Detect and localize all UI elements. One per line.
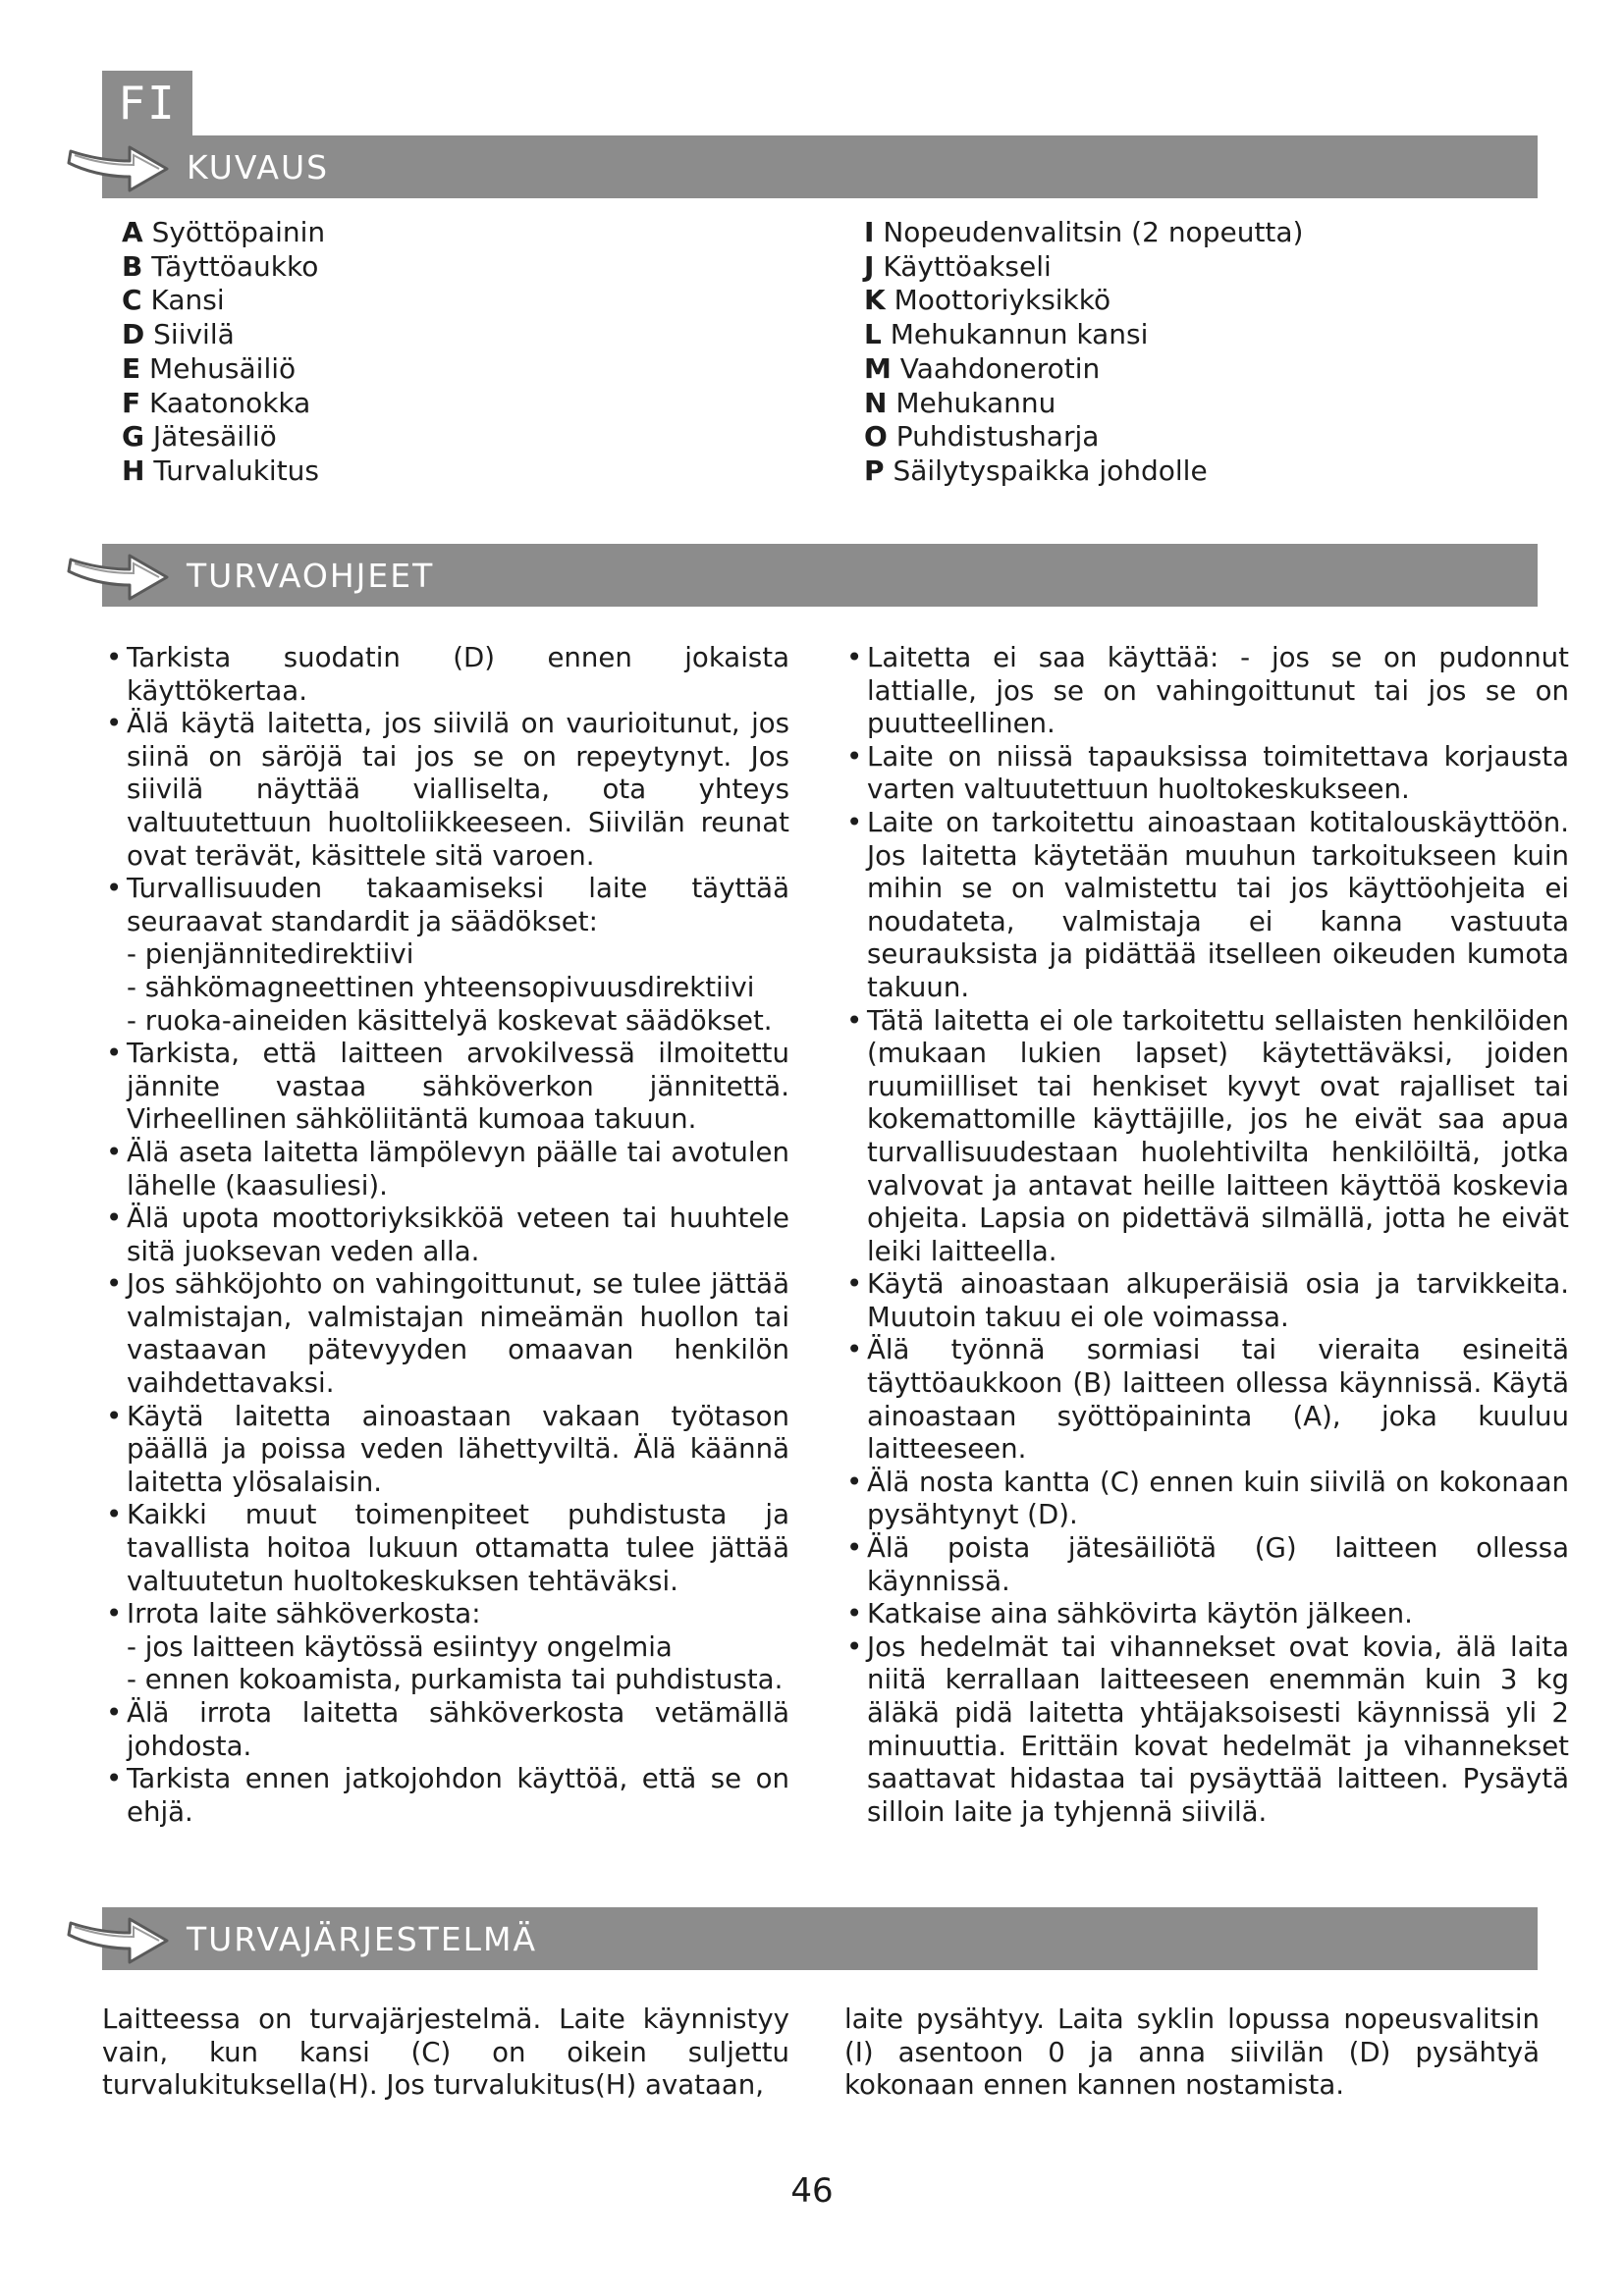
arrow-icon <box>65 1905 173 1968</box>
safety-instruction: • Älä upota moottoriyksikköä veteen tai huuhtele sitä juoksevan veden alla. <box>106 1201 789 1267</box>
legend-letter: K <box>864 284 886 317</box>
legend-letter: I <box>864 216 875 248</box>
legend-letter: O <box>864 420 888 454</box>
legend-text: Puhdistusharja <box>895 420 1100 454</box>
safety-instruction: • Irrota laite sähköverkosta: <box>106 1597 789 1630</box>
legend-letter: L <box>864 318 882 351</box>
safety-instruction: • Tarkista suodatin (D) ennen jokaista käyttökertaa. <box>106 641 789 707</box>
legend-letter: A <box>122 216 143 248</box>
safety-instruction: • Älä irrota laitetta sähköverkosta vetämällä johdosta. <box>106 1696 789 1762</box>
page-number: 46 <box>790 2171 834 2211</box>
section-title-description: KUVAUS <box>187 148 330 187</box>
safety-instruction: • Käytä ainoastaan alkuperäisiä osia ja tarvikkeita. Muutoin takuu ei ole voimassa. <box>846 1267 1569 1333</box>
legend-item <box>122 352 325 387</box>
safety-instruction: • Jos sähköjohto on vahingoittunut, se tulee jättää valmistajan, valmistajan nimeämän huollon tai vastaavan pätevyyden omaavan henkilön vaihdettavaksi. <box>106 1267 789 1399</box>
legend-left-column <box>122 216 325 489</box>
safety-system-paragraph: laite pysähtyy. Laita syklin lopussa nopeusvalitsin (I) asentoon 0 ja anna siivilän (D) pysähtyä kokonaan ennen kannen nostamista. <box>844 2002 1540 2102</box>
legend-text: Syöttöpainin <box>151 216 326 248</box>
legend-item <box>864 420 1303 454</box>
legend-text: Säilytyspaikka johdolle <box>893 454 1208 487</box>
legend-item <box>864 387 1303 421</box>
safety-instruction: • Tätä laitetta ei ole tarkoitettu sellaisten henkilöiden (mukaan lukien lapset) käytettäväksi, joiden ruumiilliset tai henkiset kyvyt ovat rajalliset tai kokemattomille käyttäjille, jos he eivät saa apua turvallisuudestaan huolehtivilta henkilöiltä, jotka valvovat ja antavat heille laitteen käyttöä koskevia ohjeita. Lapsia on pidettävä silmällä, jotta he eivät leiki laitteella. <box>846 1004 1569 1268</box>
legend-item <box>122 250 325 285</box>
safety-instruction: • Kaikki muut toimenpiteet puhdistusta ja tavallista hoitoa lukuun ottamatta tulee jättää valtuutetun huoltokeskuksen tehtäväksi. <box>106 1498 789 1597</box>
safety-instruction: • Jos hedelmät tai vihannekset ovat kovia, älä laita niitä kerrallaan laitteeseen enemmän kuin 3 kg äläkä pidä laitetta yhtäjaksoisesti käynnissä yli 2 minuuttia. Erittäin kovat hedelmät ja vihannekset saattavat hidastaa tai pysäyttää laitteen. Pysäytä silloin laite ja tyhjennä siivilä. <box>846 1630 1569 1829</box>
legend-letter: N <box>864 386 888 419</box>
legend-text: Siivilä <box>153 318 235 351</box>
arrow-icon <box>65 542 173 605</box>
section-title-safety-system: TURVAJÄRJESTELMÄ <box>187 1920 538 1958</box>
legend-letter: M <box>864 351 892 385</box>
legend-item <box>864 216 1303 250</box>
safety-instruction: • Turvallisuuden takaamiseksi laite täyttää seuraavat standardit ja säädökset: <box>106 872 789 937</box>
safety-right-column <box>846 641 1569 1828</box>
legend-letter: P <box>864 454 885 487</box>
safety-sub-item: - sähkömagneettinen yhteensopivuusdirektiivi <box>127 970 755 1003</box>
legend-text: Mehusäiliö <box>149 351 297 385</box>
legend-item <box>864 318 1303 352</box>
safety-instruction: • Älä poista jätesäiliötä (G) laitteen ollessa käynnissä. <box>846 1531 1569 1597</box>
legend-text: Mehukannun kansi <box>890 318 1149 351</box>
legend-item <box>122 318 325 352</box>
legend-right-column <box>864 216 1303 489</box>
legend-text: Kaatonokka <box>149 386 311 419</box>
arrow-icon <box>65 133 173 196</box>
safety-sub-item: - jos laitteen käytössä esiintyy ongelmia <box>127 1629 673 1663</box>
legend-item <box>864 352 1303 387</box>
legend-text: Kansi <box>150 284 225 317</box>
safety-instruction: • Katkaise aina sähkövirta käytön jälkeen. <box>846 1597 1569 1630</box>
language-tab: FI <box>102 71 192 135</box>
legend-item <box>864 250 1303 285</box>
safety-instruction: • Laite on niissä tapauksissa toimitettava korjausta varten valtuutettuun huoltokeskukseen. <box>846 740 1569 806</box>
safety-sub-item: - ennen kokoamista, purkamista tai puhdistusta. <box>127 1663 784 1696</box>
safety-instruction: • Älä käytä laitetta, jos siivilä on vaurioitunut, jos siinä on säröjä tai jos se on repeytynyt. Jos siivilä näyttää vialliselta, ota yhteys valtuutettuun huoltoliikkeeseen. Siivilän reunat ovat terävät, käsittele sitä varoen. <box>106 707 789 872</box>
safety-instruction: • Älä aseta laitetta lämpölevyn päälle tai avotulen lähelle (kaasuliesi). <box>106 1136 789 1201</box>
legend-text: Moottoriyksikkö <box>893 284 1111 317</box>
legend-text: Täyttöaukko <box>151 249 319 283</box>
legend-text: Jätesäiliö <box>152 420 277 454</box>
legend-item <box>122 284 325 318</box>
safety-system-paragraph: Laitteessa on turvajärjestelmä. Laite käynnistyy vain, kun kansi (C) on oikein suljettu turvalukituksella(H). Jos turvalukitus(H) avataan, <box>102 2002 789 2102</box>
legend-letter: C <box>122 284 142 317</box>
legend-letter: D <box>122 318 145 351</box>
legend-text: Vaahdonerotin <box>899 351 1101 385</box>
legend-letter: B <box>122 249 143 283</box>
safety-system-right <box>844 2002 1540 2102</box>
legend-text: Nopeudenvalitsin (2 nopeutta) <box>883 216 1304 248</box>
safety-instruction: • Laitetta ei saa käyttää: - jos se on pudonnut lattialle, jos se on vahingoittunut tai jos se on puutteellinen. <box>846 641 1569 740</box>
legend-item <box>122 420 325 454</box>
legend-letter: F <box>122 386 141 419</box>
safety-instruction: • Käytä laitetta ainoastaan vakaan työtason päällä ja poissa veden lähettyviltä. Älä käännä laitetta ylösalaisin. <box>106 1400 789 1499</box>
legend-letter: H <box>122 454 145 487</box>
legend-letter: E <box>122 351 141 385</box>
legend-item <box>122 216 325 250</box>
legend-item <box>122 454 325 489</box>
legend-item <box>864 284 1303 318</box>
legend-item <box>122 387 325 421</box>
legend-letter: J <box>864 249 875 283</box>
section-title-safety: TURVAOHJEET <box>187 557 435 595</box>
legend-text: Mehukannu <box>895 386 1056 419</box>
safety-instruction: • Älä nosta kantta (C) ennen kuin siivilä on kokonaan pysähtynyt (D). <box>846 1466 1569 1531</box>
safety-system-left <box>102 2002 789 2102</box>
safety-instruction: • Laite on tarkoitettu ainoastaan kotitalouskäyttöön. Jos laitetta käytetään muuhun tarkoitukseen kuin mihin se on valmistettu tai jos käyttöohjeita ei noudateta, valmistaja ei kanna vastuuta seurauksista ja pidättää itselleen oikeuden kumota takuun. <box>846 806 1569 1004</box>
safety-sub-item: - ruoka-aineiden käsittelyä koskevat säädökset. <box>127 1003 773 1037</box>
legend-text: Käyttöakseli <box>883 249 1052 283</box>
safety-instruction: • Tarkista, että laitteen arvokilvessä ilmoitettu jännite vastaa sähköverkon jännitettä. Virheellinen sähköliitäntä kumoaa takuun. <box>106 1037 789 1136</box>
safety-instruction: • Tarkista ennen jatkojohdon käyttöä, että se on ehjä. <box>106 1762 789 1828</box>
legend-text: Turvalukitus <box>153 454 320 487</box>
safety-left-column <box>106 641 789 1828</box>
safety-instruction: • Älä työnnä sormiasi tai vieraita esineitä täyttöaukkoon (B) laitteen ollessa käynnissä. Käytä ainoastaan syöttöpaininta (A), joka kuuluu laitteeseen. <box>846 1333 1569 1465</box>
legend-letter: G <box>122 420 144 454</box>
legend-item <box>864 454 1303 489</box>
safety-sub-item: - pienjännitedirektiivi <box>127 937 414 971</box>
